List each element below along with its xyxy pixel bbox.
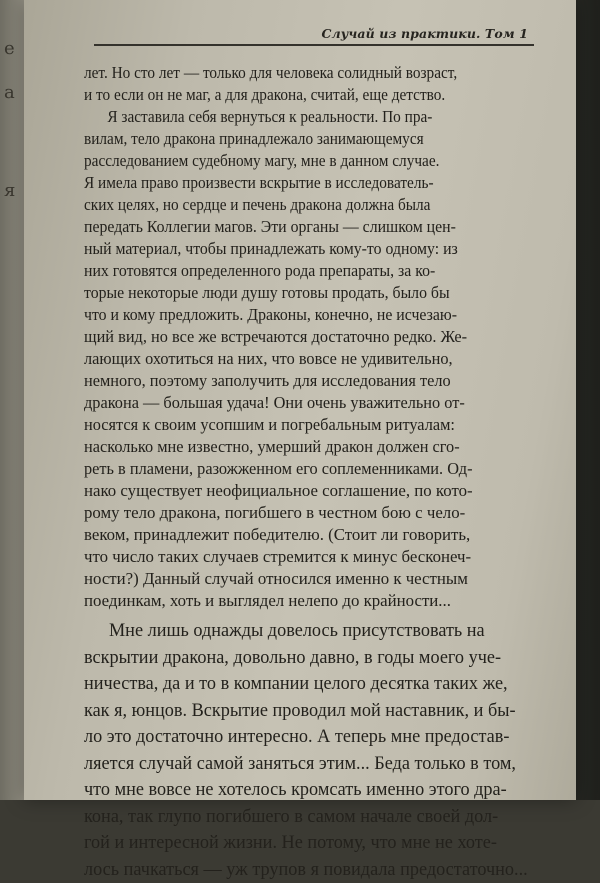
text-line: рому тело дракона, погибшего в честном бою с чело- xyxy=(84,502,551,524)
text-line: расследованием судебному магу, мне в данном случае. xyxy=(84,150,509,172)
text-line: гой и интересной жизни. Не потому, что мне не хоте- xyxy=(84,830,537,857)
text-line: них готовятся определенного рода препараты, за ко- xyxy=(84,260,523,282)
side-fragment: я xyxy=(4,180,15,201)
text-line: нако существует неофициальное соглашение, по кото- xyxy=(84,480,551,502)
text-line: что и кому предложить. Драконы, конечно, не исчезаю- xyxy=(84,304,523,326)
text-line: ничества, да и то в компании целого десятка таких же, xyxy=(84,671,537,698)
paragraph xyxy=(84,106,556,612)
text-line: торые некоторые люди душу готовы продать, было бы xyxy=(84,282,523,304)
text-line: лось пачкаться — уж трупов я повидала предостаточно... xyxy=(84,857,537,883)
book-page xyxy=(24,0,576,800)
text-line: кона, так глупо погибшего в самом начале своей дол- xyxy=(84,804,537,831)
text-line: Я имела право произвести вскрытие в исследователь- xyxy=(84,172,509,194)
paragraph xyxy=(84,62,556,106)
page-body xyxy=(84,62,556,883)
text-line: Я заставила себя вернуться к реальности. По пра- xyxy=(84,106,509,128)
text-line: ляется случай самой заняться этим... Беда только в том, xyxy=(84,751,537,778)
text-line: передать Коллегии магов. Эти органы — слишком цен- xyxy=(84,216,523,238)
running-title: Случай из практики. Том 1 xyxy=(322,26,529,41)
text-line: носятся к своим усопшим и погребальным ритуалам: xyxy=(84,414,537,436)
side-fragment: а xyxy=(4,82,15,103)
text-line: лет. Но сто лет — только для человека солидный возраст, xyxy=(84,62,509,84)
side-fragment: е xyxy=(4,38,15,59)
text-line: ности?) Данный случай относился именно к честным xyxy=(84,568,551,590)
text-line: лающих охотиться на них, что вовсе не удивительно, xyxy=(84,348,537,370)
text-line: ный материал, чтобы принадлежать кому-то одному: из xyxy=(84,238,523,260)
text-line: щий вид, но все же встречаются достаточно редко. Же- xyxy=(84,326,537,348)
text-line: ло это достаточно интересно. А теперь мне предостав- xyxy=(84,724,537,751)
text-line: веком, принадлежит победителю. (Стоит ли говорить, xyxy=(84,524,551,546)
text-line: насколько мне известно, умерший дракон должен сго- xyxy=(84,436,537,458)
text-line: как я, юнцов. Вскрытие проводил мой наставник, и бы- xyxy=(84,698,537,725)
text-line: что число таких случаев стремится к минус бесконеч- xyxy=(84,546,551,568)
text-line: вилам, тело дракона принадлежало занимающемуся xyxy=(84,128,509,150)
text-line: что мне вовсе не хотелось кромсать именно этого дра- xyxy=(84,777,537,804)
paragraph xyxy=(84,618,556,883)
text-line: и то если он не маг, а для дракона, считай, еще детство. xyxy=(84,84,509,106)
text-line: ских целях, но сердце и печень дракона должна была xyxy=(84,194,509,216)
text-line: Мне лишь однажды довелось присутствовать на xyxy=(84,618,537,645)
text-line: реть в пламени, разожженном его соплеменниками. Од- xyxy=(84,458,537,480)
text-line: дракона — большая удача! Они очень уважительно от- xyxy=(84,392,537,414)
running-header xyxy=(94,24,534,46)
text-line: поединкам, хоть и выглядел нелепо до крайности... xyxy=(84,590,551,612)
text-line: немного, поэтому заполучить для исследования тело xyxy=(84,370,537,392)
text-line: вскрытии дракона, довольно давно, в годы моего уче- xyxy=(84,645,537,672)
